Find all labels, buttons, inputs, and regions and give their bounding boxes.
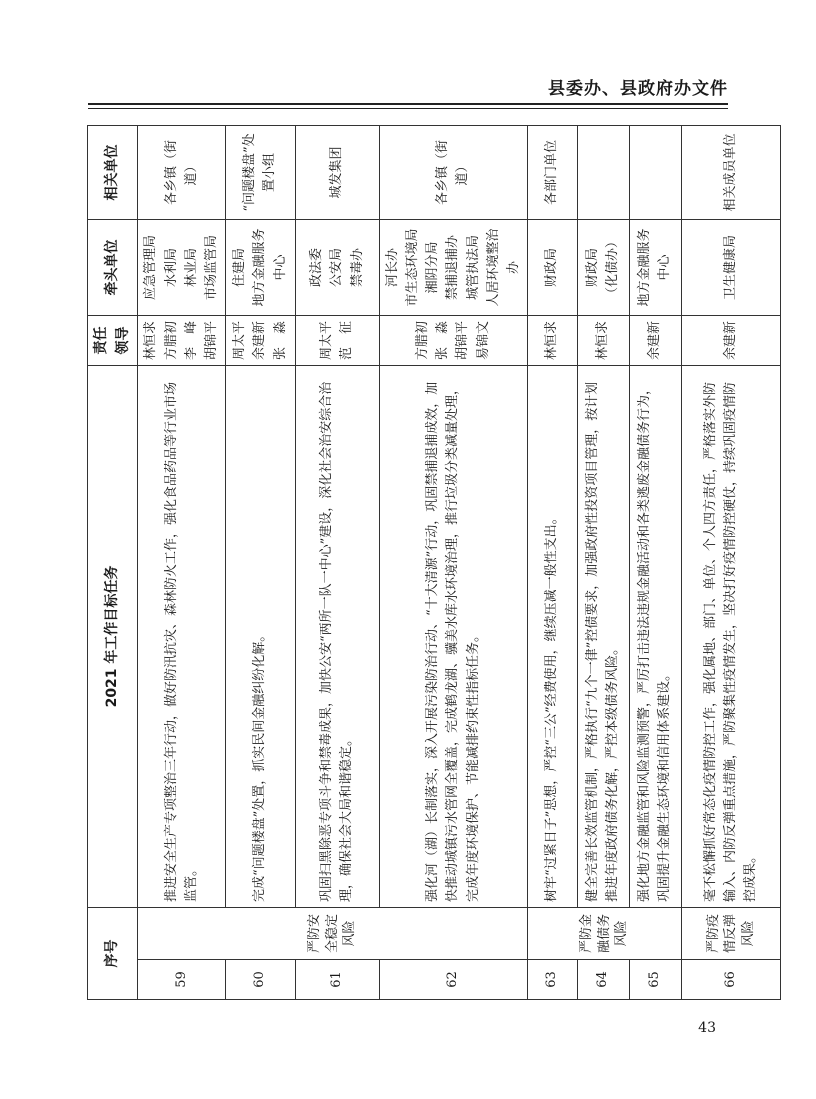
task-table <box>87 125 781 1000</box>
document-header-title: 县委办、县政府办文件 <box>548 79 728 99</box>
task-text: 强化地方金融监管和风险监测预警，严厉打击违法违规金融活动和各类逃废金融债务行为，巩固提升金融生态环境和信用体系建设。 <box>629 366 681 908</box>
task-text: 推进安全生产专项整治三年行动，做好防汛抗灾、森林防火工作，强化食品药品等行业市场监管。 <box>138 366 226 908</box>
header-related-units: 相关单位 <box>88 126 138 220</box>
task-text: 完成“问题楼盘”处置，抓实民间金融纠纷化解。 <box>225 366 295 908</box>
table-row <box>295 126 379 1000</box>
header-leader: 责任领导 <box>88 316 138 366</box>
task-text: 强化河（湖）长制落实，深入开展污染防治行动、“十大清源”行动，巩固禁捕退捕成效，加快推动城镇污水管网全覆盖，完成鹤龙湖、骥美水库水环境治理，推行垃圾分类减量处理，完成年度环境保护、节能减排约束性指标任务。 <box>379 366 527 908</box>
table-header-row <box>88 126 138 1000</box>
task-text: 健全完善长效监管机制，严格执行“九个一律”控债要求，加强政府性投资项目管理，按计划推进年度政府债务化解，严控本级债务风险。 <box>577 366 629 908</box>
category-cell: 严防疫情反弹风险 <box>681 908 780 960</box>
related-unit-cell <box>629 126 681 220</box>
leader-cell: 方腊初 张 淼 胡锦平 易锦文 <box>379 316 527 366</box>
header-task: 2021 年工作目标任务 <box>88 366 138 908</box>
row-number: 59 <box>138 960 226 1000</box>
row-number: 65 <box>629 960 681 1000</box>
row-number: 62 <box>379 960 527 1000</box>
table-row <box>225 126 295 1000</box>
leader-cell: 周太平 余建新 张 淼 <box>225 316 295 366</box>
leader-cell: 林恒求 方腊初 李 峰 胡锦平 <box>138 316 226 366</box>
table-row <box>577 126 629 1000</box>
related-unit-cell: 各乡镇（街道） <box>379 126 527 220</box>
table-row <box>681 126 780 1000</box>
task-text: 巩固扫黑除恶专项斗争和禁毒成果，加快公安“两所一队一中心”建设，深化社会治安综合治理，确保社会大局和谐稳定。 <box>295 366 379 908</box>
leader-cell: 林恒求 <box>527 316 577 366</box>
leader-cell: 余建新 <box>629 316 681 366</box>
header-lead-unit: 牵头单位 <box>88 220 138 316</box>
leader-cell: 林恒求 <box>577 316 629 366</box>
category-cell: 严防安全稳定风险 <box>138 908 528 960</box>
page-number: 43 <box>698 1020 716 1036</box>
table-row <box>138 126 226 1000</box>
table-row <box>527 126 577 1000</box>
category-cell: 严防金融债务风险 <box>527 908 681 960</box>
row-number: 66 <box>681 960 780 1000</box>
task-table-container <box>87 126 758 1000</box>
lead-unit-cell: 政法委 公安局 禁毒办 <box>295 220 379 316</box>
related-unit-cell: 各部门单位 <box>527 126 577 220</box>
related-unit-cell: 城发集团 <box>295 126 379 220</box>
lead-unit-cell: 河长办 市生态环境局湘阴分局 禁捕退捕办 城管执法局 人居环境整治办 <box>379 220 527 316</box>
lead-unit-cell: 财政局 （化债办） <box>577 220 629 316</box>
leader-cell: 余建新 <box>681 316 780 366</box>
table-row <box>379 126 527 1000</box>
header-seq: 序号 <box>88 908 138 1000</box>
related-unit-cell: 相关成员单位 <box>681 126 780 220</box>
lead-unit-cell: 住建局 地方金融服务中心 <box>225 220 295 316</box>
row-number: 63 <box>527 960 577 1000</box>
leader-cell: 周太平 范 征 <box>295 316 379 366</box>
header-rule-thin <box>88 108 728 109</box>
row-number: 61 <box>295 960 379 1000</box>
related-unit-cell: “问题楼盘”处置小组 <box>225 126 295 220</box>
rotated-table-frame <box>87 126 758 1000</box>
task-text: 毫不松懈抓好常态化疫情防控工作，强化属地、部门、单位、个人四方责任，严格落实外防输入、内防反弹重点措施，严防聚集性疫情发生，坚决打好疫情防控硬仗，持续巩固疫情防控成果。 <box>681 366 780 908</box>
lead-unit-cell: 地方金融服务中心 <box>629 220 681 316</box>
related-unit-cell <box>577 126 629 220</box>
row-number: 60 <box>225 960 295 1000</box>
lead-unit-cell: 卫生健康局 <box>681 220 780 316</box>
row-number: 64 <box>577 960 629 1000</box>
table-row <box>629 126 681 1000</box>
header-rule-thick <box>88 103 728 105</box>
related-unit-cell: 各乡镇（街道） <box>138 126 226 220</box>
lead-unit-cell: 应急管理局 水利局 林业局 市场监管局 <box>138 220 226 316</box>
lead-unit-cell: 财政局 <box>527 220 577 316</box>
task-text: 树牢“过紧日子”思想，严控“三公”经费使用，继续压减一般性支出。 <box>527 366 577 908</box>
